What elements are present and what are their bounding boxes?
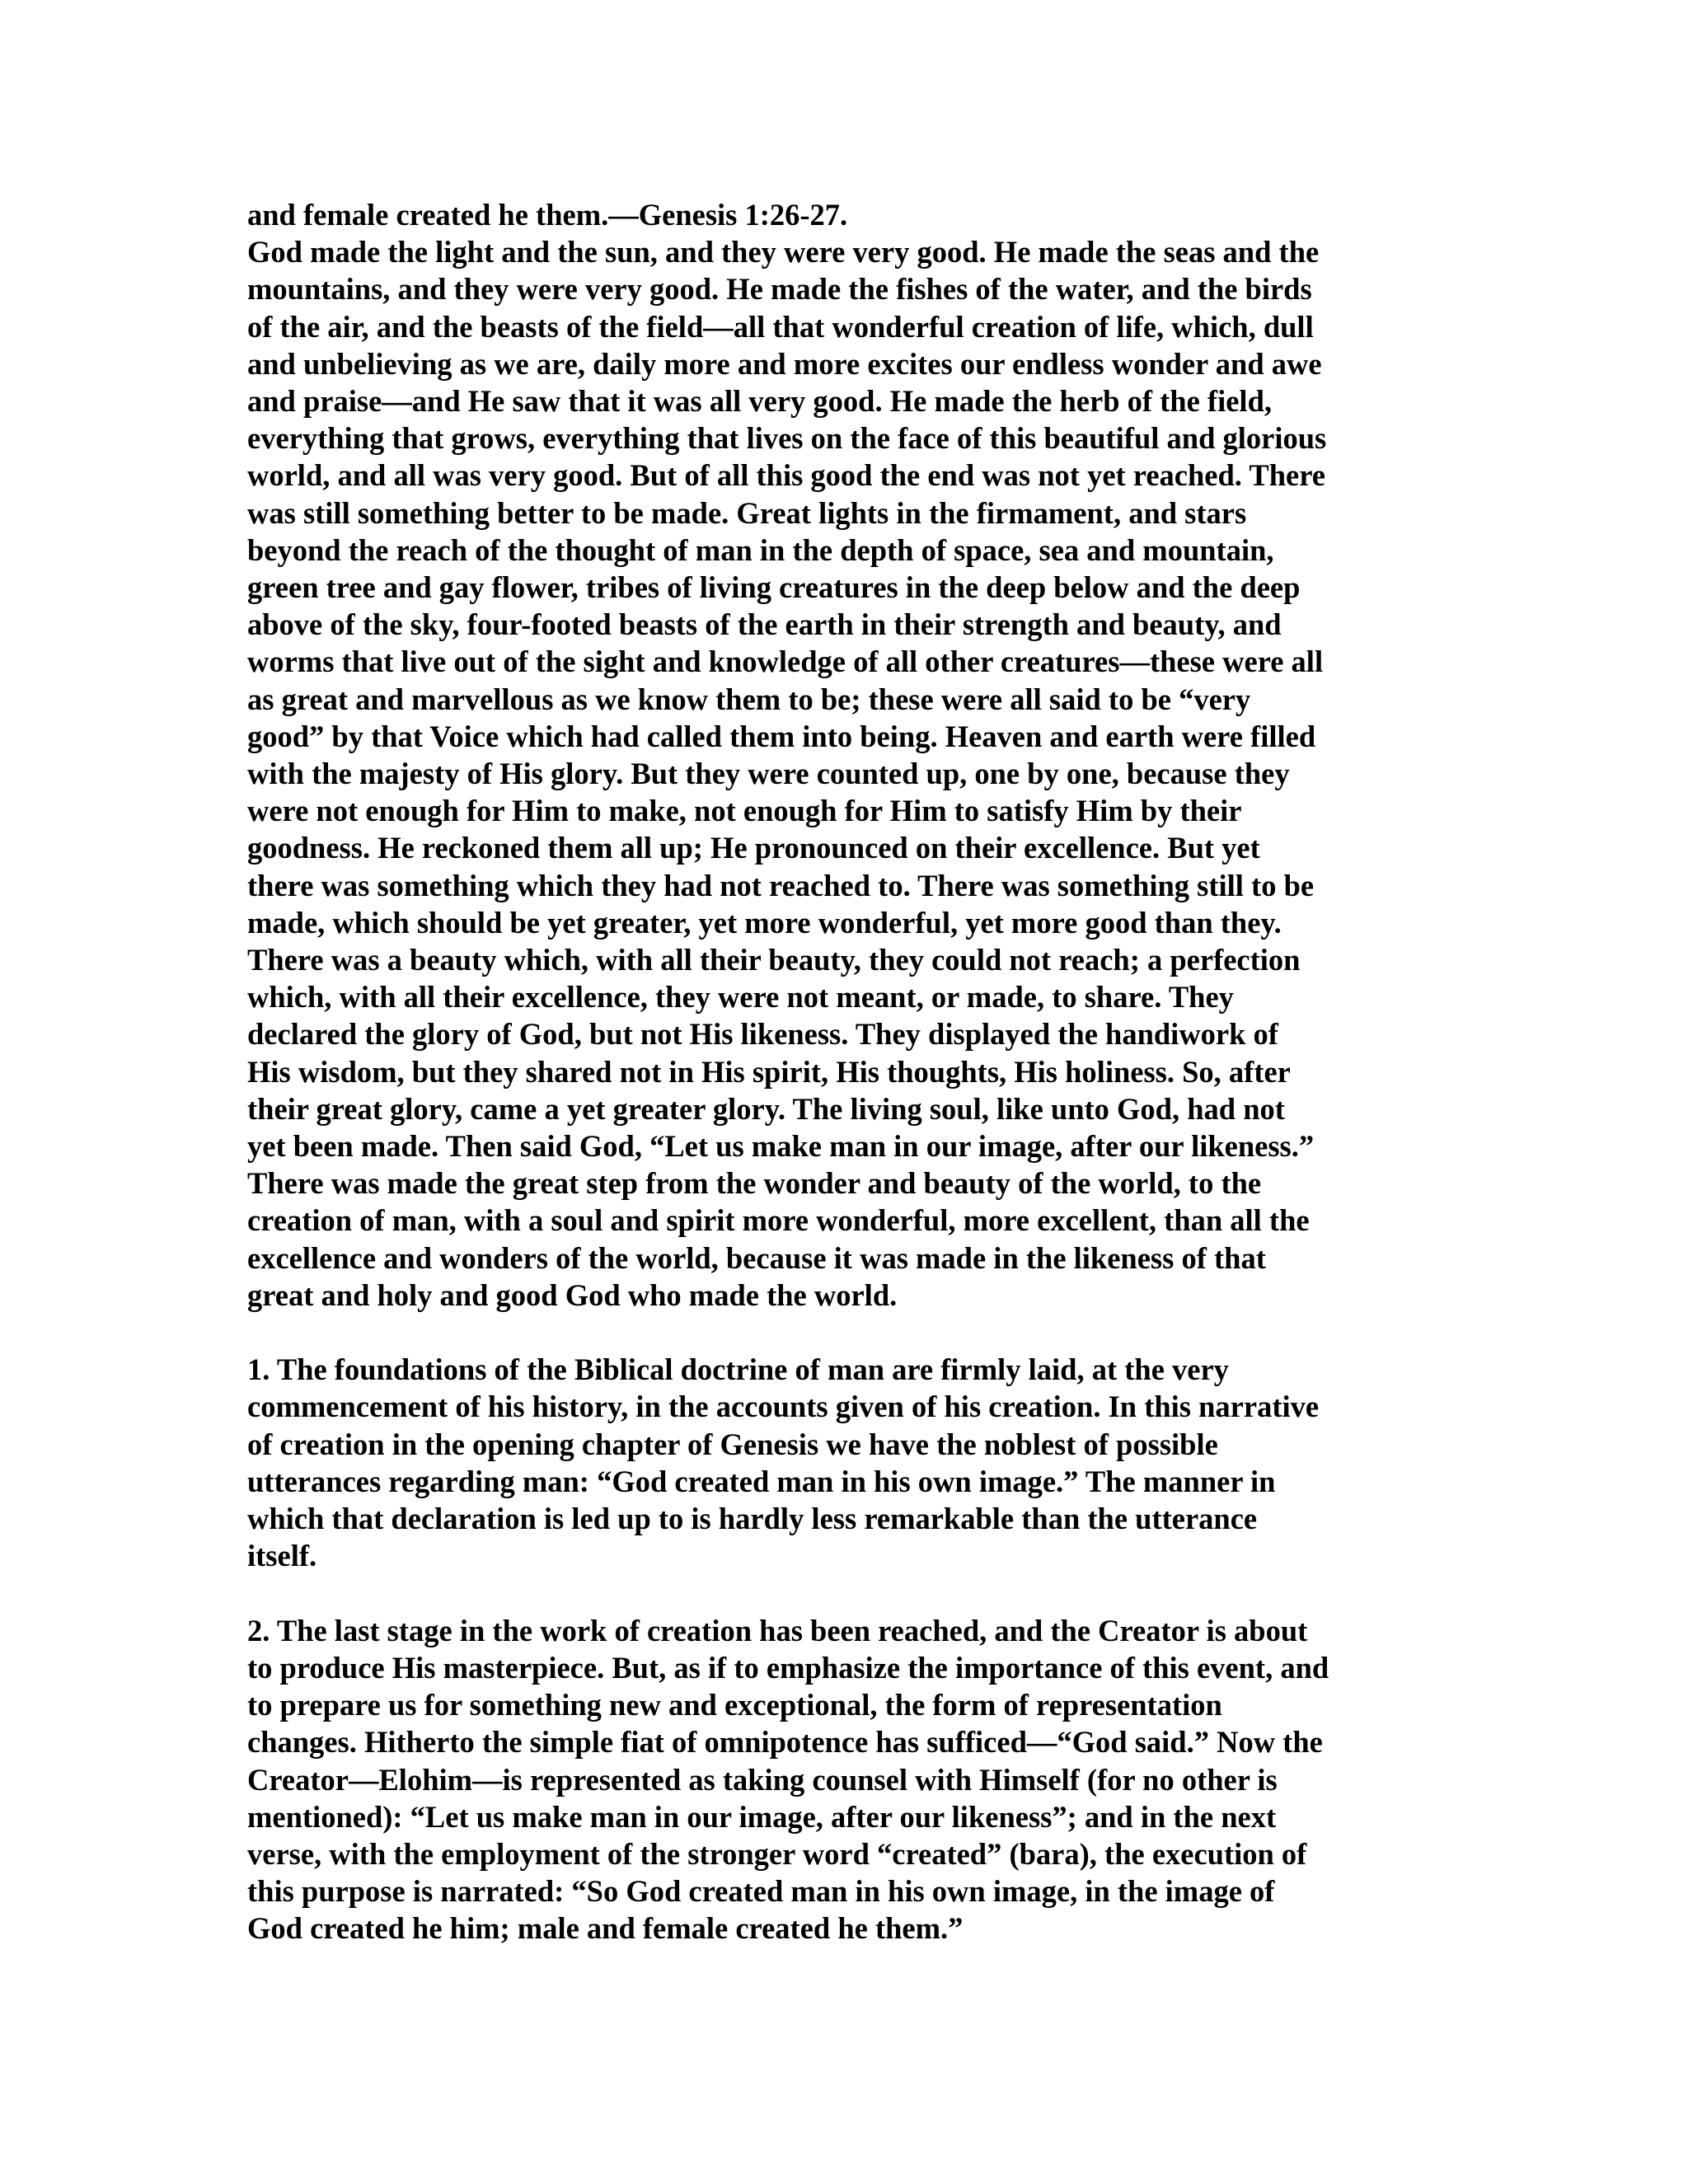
text-line: this purpose is narrated: “So God created man in his own image, in the image of xyxy=(247,1874,1275,1909)
text-line: changes. Hitherto the simple fiat of omnipotence has sufficed—“God said.” Now the xyxy=(247,1725,1323,1760)
text-line: mentioned): “Let us make man in our image, after our likeness”; and in the next xyxy=(247,1799,1277,1834)
text-line: There was a beauty which, with all their beauty, they could not reach; a perfection xyxy=(247,943,1301,977)
text-line: as great and marvellous as we know them to be; these were all said to be “very xyxy=(247,682,1251,716)
text-line: world, and all was very good. But of all this good the end was not yet reached. There xyxy=(247,458,1325,493)
text-line: and unbelieving as we are, daily more and more excites our endless wonder and awe xyxy=(247,346,1322,381)
text-line: made, which should be yet greater, yet more wonderful, yet more good than they. xyxy=(247,905,1282,940)
text-line: utterances regarding man: “God created man in his own image.” The manner in xyxy=(247,1464,1276,1498)
text-line: above of the sky, four-footed beasts of the earth in their strength and beauty, and xyxy=(247,607,1282,642)
text-line: of creation in the opening chapter of Genesis we have the noblest of possible xyxy=(247,1427,1218,1461)
text-line: verse, with the employment of the stronger word “created” (bara), the execution of xyxy=(247,1836,1307,1871)
document-body xyxy=(247,196,1451,1947)
text-line: There was made the great step from the wonder and beauty of the world, to the xyxy=(247,1166,1262,1201)
text-line: 1. The foundations of the Biblical doctrine of man are firmly laid, at the very xyxy=(247,1352,1229,1387)
text-line: 2. The last stage in the work of creation has been reached, and the Creator is about xyxy=(247,1613,1308,1647)
text-line: there was something which they had not reached to. There was something still to be xyxy=(247,868,1315,902)
text-line: with the majesty of His glory. But they were counted up, one by one, because they xyxy=(247,757,1290,791)
paragraph-gap xyxy=(247,1314,1451,1351)
text-line: of the air, and the beasts of the field—all that wonderful creation of life, which, dull xyxy=(247,309,1314,344)
text-line: worms that live out of the sight and knowledge of all other creatures—these were all xyxy=(247,644,1324,679)
text-line: everything that grows, everything that lives on the face of this beautiful and glorious xyxy=(247,421,1327,456)
text-line: which, with all their excellence, they were not meant, or made, to share. They xyxy=(247,980,1234,1015)
text-line: declared the glory of God, but not His likeness. They displayed the handiwork of xyxy=(247,1017,1278,1052)
text-line: Creator—Elohim—is represented as taking counsel with Himself (for no other is xyxy=(247,1762,1278,1797)
text-line: their great glory, came a yet greater glory. The living soul, like unto God, had not xyxy=(247,1091,1285,1126)
text-line: His wisdom, but they shared not in His spirit, His thoughts, His holiness. So, after xyxy=(247,1054,1291,1089)
text-line: God made the light and the sun, and they were very good. He made the seas and the xyxy=(247,235,1320,269)
text-line: itself. xyxy=(247,1539,317,1573)
paragraph-gap xyxy=(247,1575,1451,1612)
text-line: mountains, and they were very good. He made the fishes of the water, and the birds xyxy=(247,272,1312,307)
text-line: God created he him; male and female created he them.” xyxy=(247,1911,964,1946)
text-line: creation of man, with a soul and spirit more wonderful, more excellent, than all the xyxy=(247,1203,1310,1238)
text-line: and praise—and He saw that it was all very good. He made the herb of the field, xyxy=(247,384,1272,419)
text-line: goodness. He reckoned them all up; He pronounced on their excellence. But yet xyxy=(247,831,1260,865)
text-line: were not enough for Him to make, not enough for Him to satisfy Him by their xyxy=(247,794,1242,828)
text-line: to produce His masterpiece. But, as if to emphasize the importance of this event, and xyxy=(247,1650,1329,1685)
text-line: green tree and gay flower, tribes of living creatures in the deep below and the deep xyxy=(247,570,1301,605)
text-line: was still something better to be made. Great lights in the firmament, and stars xyxy=(247,495,1247,530)
text-line: which that declaration is led up to is hardly less remarkable than the utterance xyxy=(247,1502,1258,1536)
text-line: good” by that Voice which had called them into being. Heaven and earth were filled xyxy=(247,719,1316,753)
text-line: to prepare us for something new and exceptional, the form of representation xyxy=(247,1688,1222,1722)
text-line: beyond the reach of the thought of man in the depth of space, sea and mountain, xyxy=(247,532,1274,567)
text-line: commencement of his history, in the accounts given of his creation. In this narrative xyxy=(247,1390,1320,1424)
text-line: great and holy and good God who made the world. xyxy=(247,1277,898,1312)
text-line: and female created he them.—Genesis 1:26-27. xyxy=(247,198,848,232)
text-line: excellence and wonders of the world, because it was made in the likeness of that xyxy=(247,1240,1266,1275)
text-line: yet been made. Then said God, “Let us make man in our image, after our likeness.” xyxy=(247,1129,1315,1164)
